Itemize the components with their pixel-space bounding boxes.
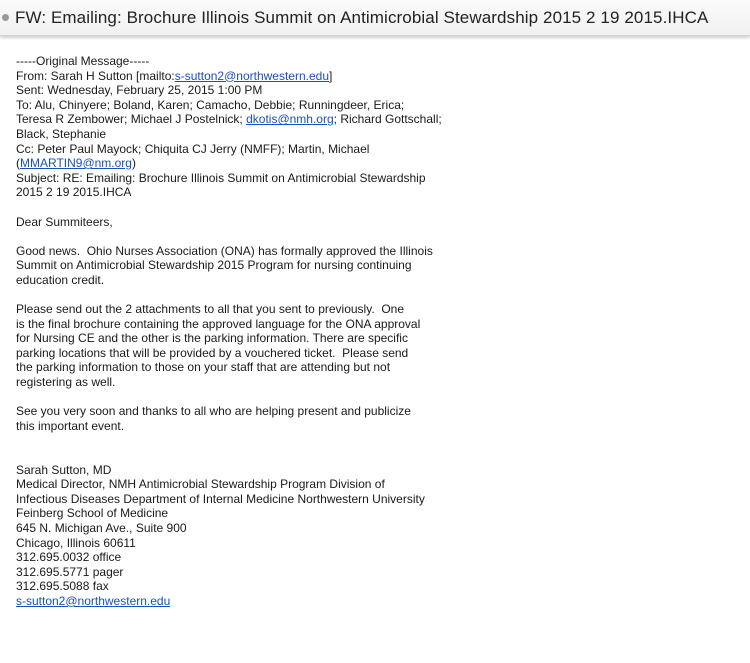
to-line-3: Black, Stephanie: [16, 126, 107, 141]
paragraph-1-line-3: education credit.: [16, 272, 105, 287]
from-suffix: ]: [329, 68, 333, 83]
email-subject-title: FW: Emailing: Brochure Illinois Summit on Antimicrobial Stewardship 2015 2 19 2015.IHCA: [15, 7, 709, 27]
paragraph-2-line-4: parking locations that will be provided by a vouchered ticket. Please send: [16, 345, 409, 360]
signature-fax: 312.695.5088 fax: [16, 579, 109, 594]
paragraph-2-line-3: for Nursing CE and the other is the parking information. There are specific: [16, 331, 408, 346]
subject-line-2: 2015 2 19 2015.IHCA: [16, 185, 132, 200]
bullet-icon: [2, 14, 9, 21]
signature-school: Feinberg School of Medicine: [16, 506, 169, 521]
cc-line-2-prefix: (: [16, 156, 20, 171]
from-email-link[interactable]: s-sutton2@northwestern.edu: [174, 68, 329, 83]
signature-name: Sarah Sutton, MD: [16, 462, 112, 477]
original-message-separator: -----Original Message-----: [16, 54, 150, 68]
signature-address-line-1: 645 N. Michigan Ave., Suite 900: [16, 521, 187, 535]
paragraph-2-line-5: the parking information to those on your staff that are attending but not: [16, 360, 391, 375]
to-line-2: [16, 112, 746, 127]
signature-address-line-2: Chicago, Illinois 60611: [16, 535, 136, 550]
signature-email-link[interactable]: s-sutton2@northwestern.edu: [16, 593, 171, 608]
cc-line-2-suffix: ): [131, 156, 136, 171]
signature-office-phone: 312.695.0032 office: [16, 550, 122, 565]
signature-title-line-2: Infectious Diseases Department of Internal Medicine Northwestern University: [16, 491, 425, 506]
cc-line-2: [16, 156, 746, 171]
mmartin-email-link[interactable]: MMARTIN9@nm.org: [20, 156, 132, 171]
paragraph-2-line-1: Please send out the 2 attachments to all that you sent to previously. One: [16, 302, 405, 317]
paragraph-1-line-2: Summit on Antimicrobial Stewardship 2015 Program for nursing continuing: [16, 258, 412, 273]
paragraph-2-line-2: is the final brochure containing the approved language for the ONA approval: [16, 316, 421, 331]
email-body: [16, 54, 746, 609]
signature-email-line: [16, 594, 746, 609]
to-line-1: To: Alu, Chinyere; Boland, Karen; Camacho, Debbie; Runningdeer, Erica;: [16, 97, 405, 112]
from-prefix: From: Sarah H Sutton [mailto:: [16, 68, 175, 83]
dkotis-email-link[interactable]: dkotis@nmh.org: [246, 112, 334, 127]
sent-line: Sent: Wednesday, February 25, 2015 1:00 PM: [16, 83, 263, 98]
paragraph-2-line-6: registering as well.: [16, 375, 116, 390]
to-line-2-suffix: ; Richard Gottschall;: [333, 112, 442, 127]
signature-title-line-1: Medical Director, NMH Antimicrobial Stewardship Program Division of: [16, 477, 385, 492]
paragraph-3-line-2: this important event.: [16, 418, 125, 433]
to-line-2-prefix: Teresa R Zembower; Michael J Postelnick;: [16, 112, 247, 127]
cc-line-1: Cc: Peter Paul Mayock; Chiquita CJ Jerry (NMFF); Martin, Michael: [16, 141, 370, 156]
email-subject-bar: [0, 0, 750, 36]
greeting: Dear Summiteers,: [16, 214, 113, 229]
signature-pager: 312.695.5771 pager: [16, 564, 124, 579]
paragraph-1-line-1: Good news. Ohio Nurses Association (ONA) has formally approved the Illinois: [16, 243, 433, 258]
subject-line-1: Subject: RE: Emailing: Brochure Illinois Summit on Antimicrobial Stewardship: [16, 170, 426, 185]
from-line: [16, 69, 746, 84]
paragraph-3-line-1: See you very soon and thanks to all who are helping present and publicize: [16, 404, 411, 419]
